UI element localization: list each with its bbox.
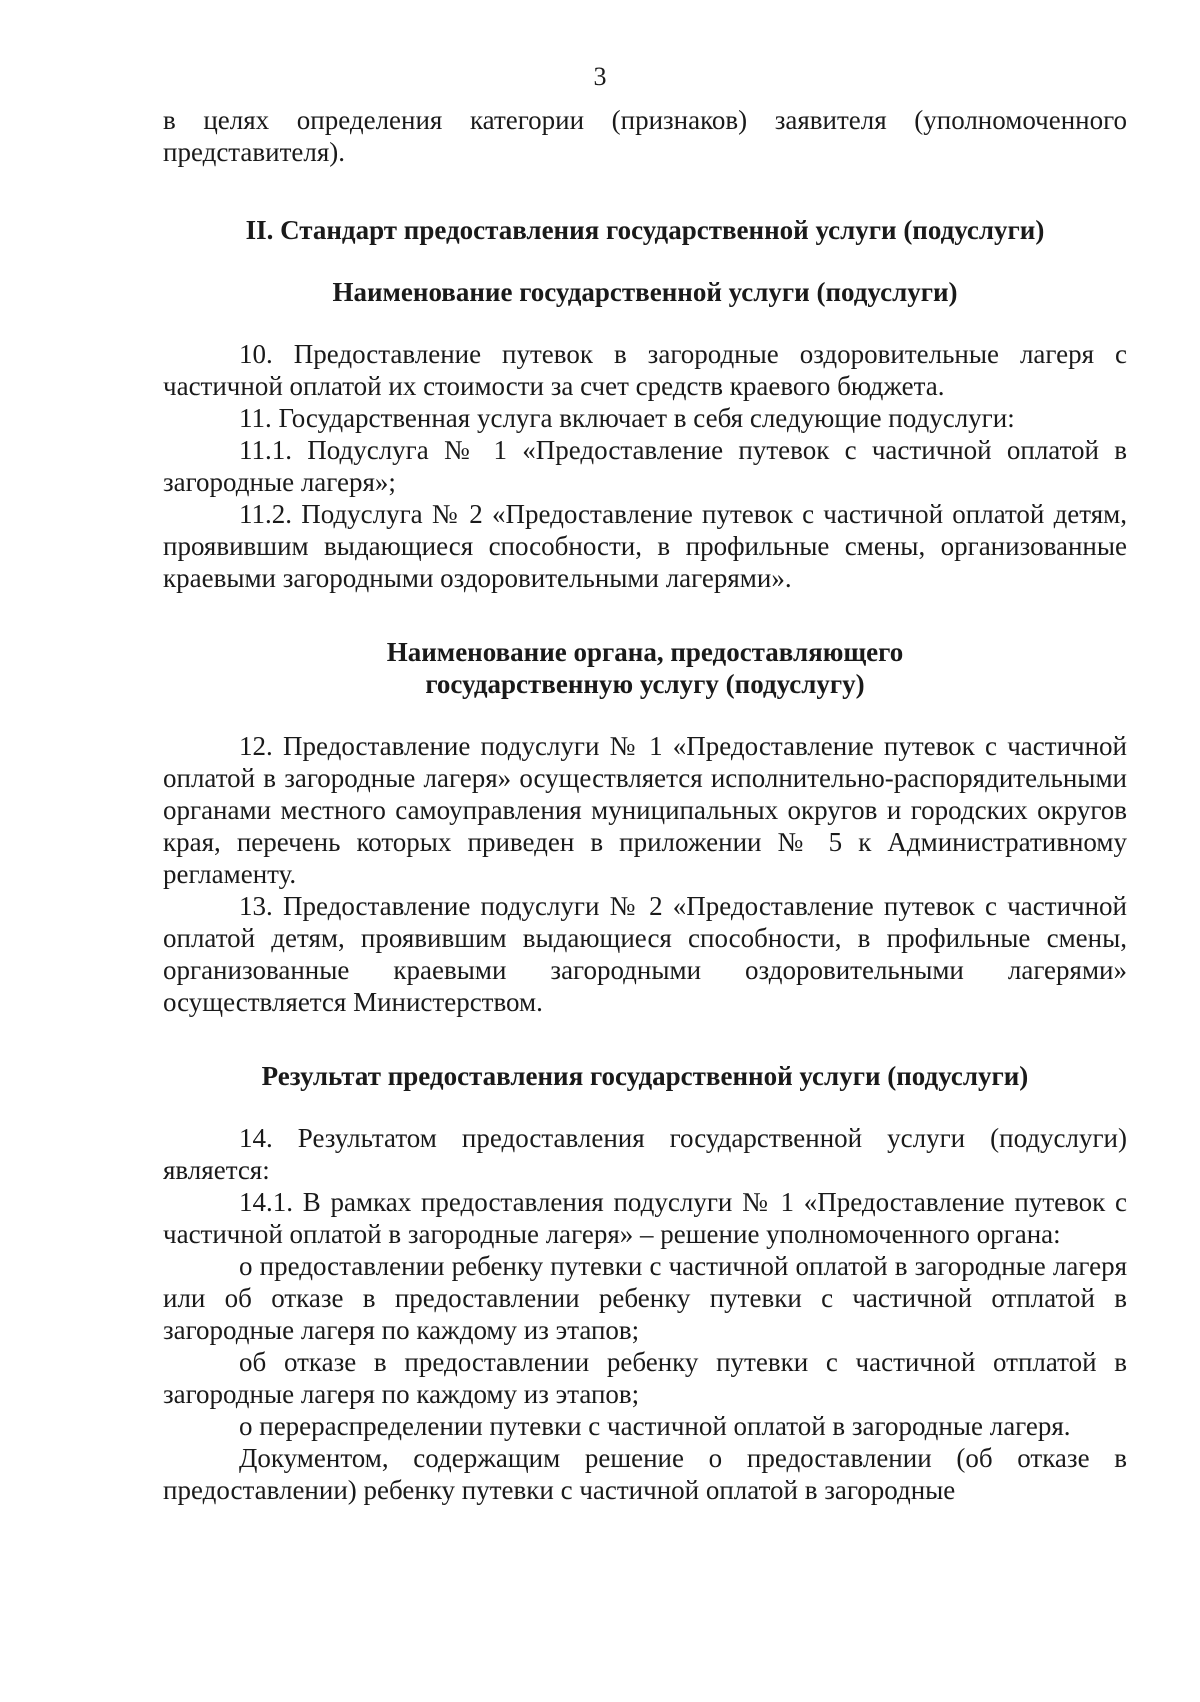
subheading-authority (163, 636, 1127, 700)
paragraph-10: 10. Предоставление путевок в загородные оздоровительные лагеря с частичной оплатой их стоимости за счет средств краевого бюджета. (163, 339, 1127, 401)
page-number: 3 (593, 62, 607, 91)
subheading-result: Результат предоставления государственной услуги (подуслуги) (261, 1061, 1029, 1091)
paragraph-11-1: 11.1. Подуслуга № 1 «Предоставление путевок с частичной оплатой в загородные лагеря»; (163, 435, 1127, 497)
subheading-authority-line1: Наименование органа, предоставляющего (386, 637, 904, 667)
paragraph-11: 11. Государственная услуга включает в себя следующие подуслуги: (239, 403, 1015, 433)
paragraph-decision-document: Документом, содержащим решение о предоставлении (об отказе в предоставлении) ребенку путевки с частичной оплатой в загородные (163, 1443, 1127, 1505)
paragraph-14-1-option-c: о перераспределении путевки с частичной оплатой в загородные лагеря. (239, 1411, 1071, 1441)
subheading-service-name: Наименование государственной услуги (подуслуги) (332, 277, 958, 307)
paragraph-13: 13. Предоставление подуслуги № 2 «Предоставление путевок с частичной оплатой детям, проявившим выдающиеся способности, в профильные смены, организованные краевыми загородными оздоровительными лагерями» осуществляется Министерством. (163, 891, 1127, 1017)
paragraph-11-2: 11.2. Подуслуга № 2 «Предоставление путевок с частичной оплатой детям, проявившим выдающиеся способности, в профильные смены, организованные краевыми загородными оздоровительными лагерями». (163, 499, 1127, 593)
subheading-authority-line2: государственную услугу (подуслугу) (425, 669, 865, 699)
paragraph-14: 14. Результатом предоставления государственной услуги (подуслуги) является: (163, 1123, 1127, 1185)
document-body (163, 104, 1127, 1506)
section-heading-standard: II. Стандарт предоставления государственной услуги (подуслуги) (245, 215, 1045, 245)
paragraph-continuation: в целях определения категории (признаков) заявителя (уполномоченного представителя). (163, 105, 1127, 167)
paragraph-14-1: 14.1. В рамках предоставления подуслуги № 1 «Предоставление путевок с частичной оплатой в загородные лагеря» – решение уполномоченного органа: (163, 1187, 1127, 1249)
paragraph-14-1-option-a: о предоставлении ребенку путевки с частичной оплатой в загородные лагеря или об отказе в предоставлении ребенку путевки с частичной отплатой в загородные лагеря по каждому из этапов; (163, 1251, 1127, 1345)
paragraph-14-1-option-b: об отказе в предоставлении ребенку путевки с частичной отплатой в загородные лагеря по каждому из этапов; (163, 1347, 1127, 1409)
paragraph-12: 12. Предоставление подуслуги № 1 «Предоставление путевок с частичной оплатой в загородные лагеря» осуществляется исполнительно-распорядительными органами местного самоуправления муниципальных округов и городских округов края, перечень которых приведен в приложении № 5 к Административному регламенту. (163, 731, 1127, 889)
